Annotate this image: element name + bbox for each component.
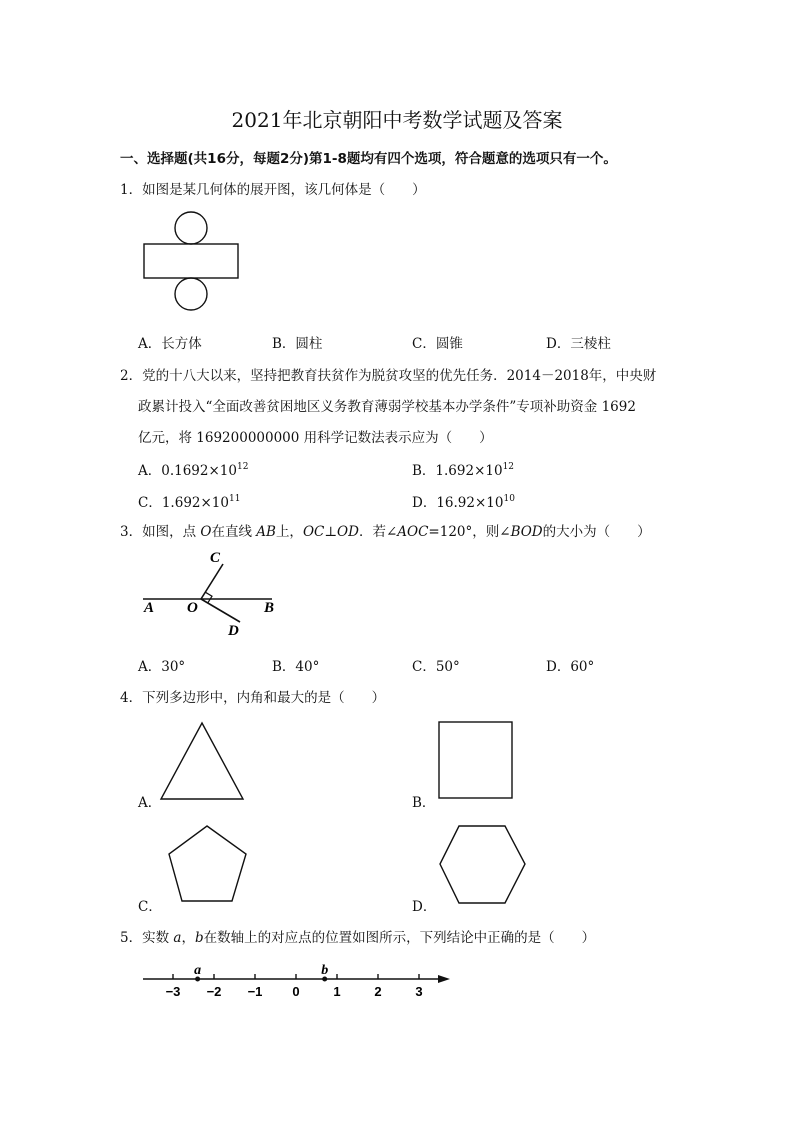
page-title: 2021年北京朝阳中考数学试题及答案 [231,108,563,132]
q1-option-c[interactable]: C．圆锥 [412,336,463,352]
point-label-a: a [194,963,202,978]
tick-label: 2 [374,984,382,999]
pentagon-figure [166,823,250,905]
q3-option-b[interactable]: B．40° [272,659,320,675]
bottom-circle [175,278,207,310]
label-c: C [210,550,221,566]
question-2-line-1: 2．党的十八大以来，坚持把教育扶贫作为脱贫攻坚的优先任务．2014－2018年，中央财 [120,368,657,384]
q1-option-d[interactable]: D．三棱柱 [546,336,611,352]
q3-angle-figure [140,548,290,638]
tick-label: 1 [333,984,341,999]
q1-option-a[interactable]: A．长方体 [138,336,202,352]
q2-option-c[interactable]: C．$1.692\times 10^{11}$ [138,494,241,511]
q3-option-a[interactable]: A．30° [138,659,186,675]
label-a: A [144,600,155,616]
point-label-b: b [321,963,329,978]
q4-option-c[interactable]: C． [138,899,162,915]
rectangle-face [144,244,238,278]
question-2-line-2: 政累计投入“全面改善贫困地区义务教育薄弱学校基本办学条件”专项补助资金 1692 [138,399,636,415]
label-o: O [187,600,198,616]
question-5-stem: 5．实数 a，b在数轴上的对应点的位置如图所示，下列结论中正确的是（ ） [120,930,596,946]
q4-option-a[interactable]: A． [138,795,162,811]
top-circle [175,212,207,244]
hexagon-figure [437,823,529,905]
square-figure [437,720,515,802]
ray-od [201,599,240,622]
label-d: D [228,623,239,639]
q4-option-b[interactable]: B． [412,795,436,811]
label-b: B [264,600,275,616]
question-4-stem: 4．下列多边形中，内角和最大的是（ ） [120,690,386,706]
tick-label: −3 [165,984,181,999]
q2-option-b[interactable]: B．$1.692\times 10^{12}$ [412,462,515,479]
q2-option-d[interactable]: D．$16.92\times 10^{10}$ [412,494,515,511]
q1-option-b[interactable]: B．圆柱 [272,336,323,352]
triangle-figure [158,720,248,802]
q2-option-a[interactable]: A．$0.1692\times 10^{12}$ [138,462,249,479]
question-3-stem: 3．如图，点 O在直线 AB上，OC⊥OD．若∠AOC=120°，则∠BOD的大小为（ ） [120,524,651,540]
section-heading: 一、选择题(共16分，每题2分)第1-8题均有四个选项，符合题意的选项只有一个。 [120,151,617,167]
ray-oc [201,564,223,599]
number-line [140,958,460,1008]
tick-label: −2 [206,984,222,999]
tick-label: −1 [247,984,263,999]
axis-arrow [438,975,450,983]
q1-net-figure [140,208,244,310]
q3-option-d[interactable]: D．60° [546,659,595,675]
tick-label: 0 [292,984,300,999]
tick-label: 3 [415,984,423,999]
question-2-line-3: 亿元，将 169200000000 用科学记数法表示应为（ ） [138,430,493,446]
q3-option-c[interactable]: C．50° [412,659,460,675]
q4-option-d[interactable]: D． [412,899,437,915]
question-1-stem: 1．如图是某几何体的展开图，该几何体是（ ） [120,182,426,198]
